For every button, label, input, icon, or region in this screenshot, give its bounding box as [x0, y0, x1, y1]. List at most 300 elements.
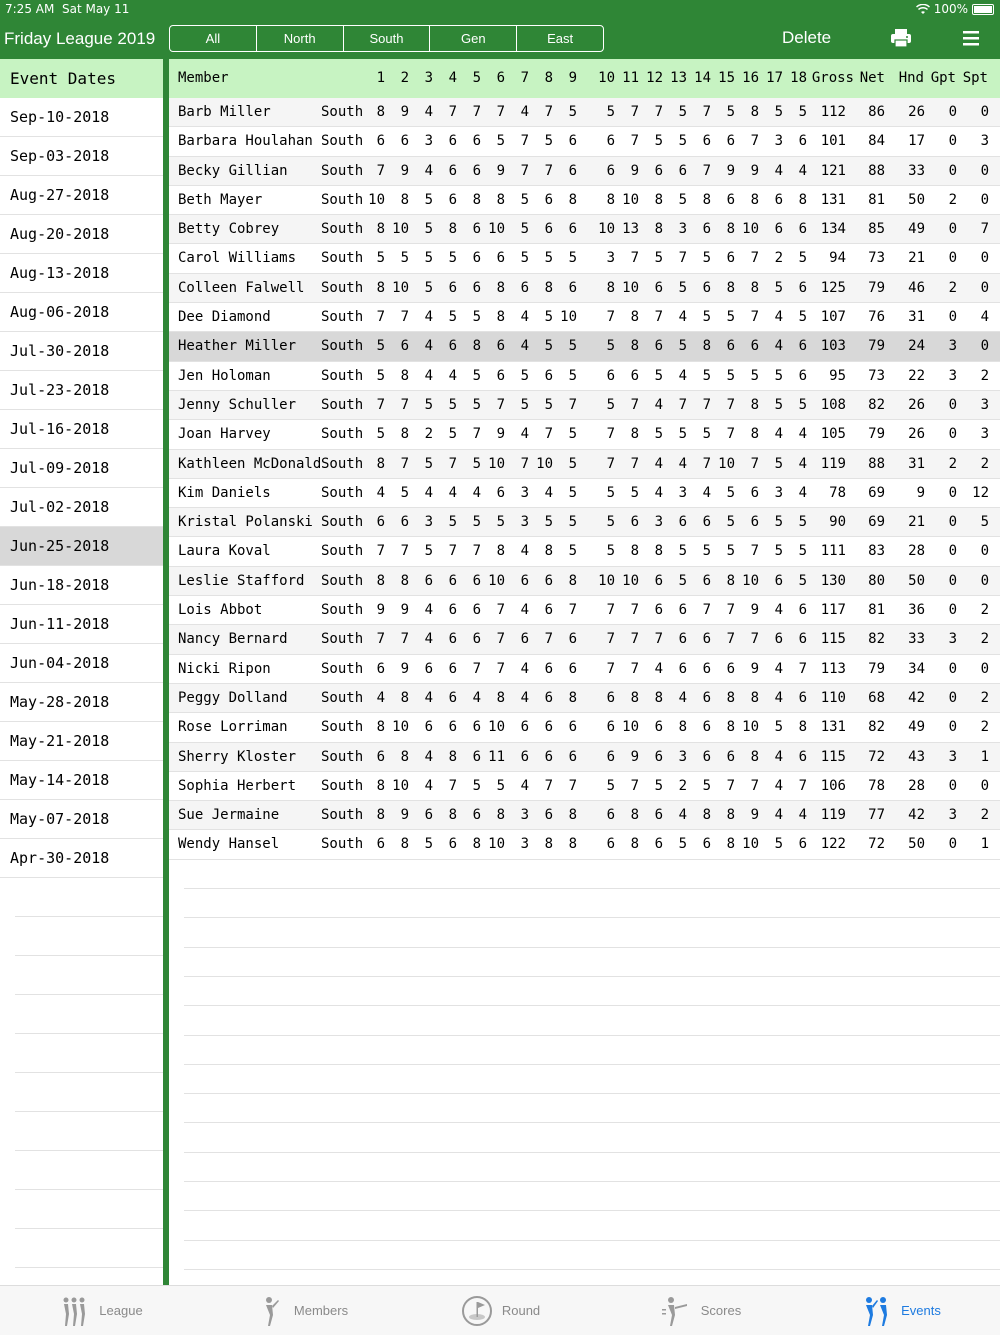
hole-score: 6: [798, 748, 807, 765]
hole-score: 5: [496, 777, 505, 794]
event-date-item[interactable]: Jul-09-2018: [0, 449, 163, 488]
hole-score: 8: [798, 191, 807, 208]
gpt-value: 0: [948, 133, 957, 150]
hole-score: 7: [606, 455, 615, 472]
hole-score: 7: [750, 309, 759, 326]
member-score-row[interactable]: [169, 537, 1000, 566]
spt-value: 0: [980, 660, 989, 677]
print-icon[interactable]: [890, 28, 912, 48]
hole-score: 8: [568, 807, 577, 824]
event-date-item[interactable]: Aug-13-2018: [0, 254, 163, 293]
hole-score: 13: [622, 221, 639, 238]
hole-score: 10: [368, 191, 385, 208]
hole-column-header: 13: [670, 70, 687, 86]
empty-date-row: [15, 956, 163, 995]
hole-score: 6: [568, 279, 577, 296]
hole-score: 8: [654, 221, 663, 238]
hnd-value: 33: [908, 162, 925, 179]
hole-score: 9: [400, 807, 409, 824]
hole-score: 8: [496, 279, 505, 296]
member-name: Jenny Schuller: [178, 396, 297, 413]
hole-score: 5: [678, 279, 687, 296]
member-score-row[interactable]: [169, 508, 1000, 537]
member-score-row[interactable]: [169, 625, 1000, 654]
hole-score: 8: [568, 191, 577, 208]
hole-score: 7: [606, 426, 615, 443]
hole-score: 5: [568, 426, 577, 443]
hole-score: 6: [798, 279, 807, 296]
member-score-row[interactable]: [169, 772, 1000, 801]
spt-value: 2: [980, 602, 989, 619]
hole-score: 7: [654, 309, 663, 326]
hole-score: 6: [798, 367, 807, 384]
hole-score: 9: [400, 602, 409, 619]
hole-score: 7: [630, 133, 639, 150]
hole-score: 5: [774, 396, 783, 413]
hole-score: 6: [568, 748, 577, 765]
hole-score: 5: [654, 133, 663, 150]
hnd-value: 50: [908, 572, 925, 589]
gross-value: 101: [820, 133, 846, 150]
net-value: 88: [868, 455, 885, 472]
hole-score: 5: [424, 250, 433, 267]
hole-score: 4: [448, 367, 457, 384]
hole-score: 6: [424, 719, 433, 736]
hole-score: 10: [742, 572, 759, 589]
member-name: Dee Diamond: [178, 309, 271, 326]
member-score-row[interactable]: [169, 98, 1000, 127]
hole-score: 6: [448, 133, 457, 150]
hole-score: 7: [750, 455, 759, 472]
hole-score: 5: [448, 514, 457, 531]
hole-score: 5: [750, 367, 759, 384]
hole-score: 6: [774, 221, 783, 238]
hole-score: 7: [606, 660, 615, 677]
hole-score: 5: [798, 104, 807, 120]
member-score-row[interactable]: [169, 157, 1000, 186]
hole-score: 6: [606, 748, 615, 765]
hole-score: 8: [630, 426, 639, 443]
event-date-item[interactable]: Apr-30-2018: [0, 839, 163, 878]
event-date-item[interactable]: May-14-2018: [0, 761, 163, 800]
hole-score: 7: [750, 250, 759, 267]
hole-score: 4: [702, 484, 711, 501]
net-value: 79: [868, 279, 885, 296]
hole-score: 9: [630, 748, 639, 765]
tab-league[interactable]: [0, 1286, 200, 1335]
member-flight: South: [321, 162, 364, 179]
hole-score: 8: [376, 455, 385, 472]
member-score-row[interactable]: [169, 303, 1000, 332]
hole-score: 6: [678, 602, 687, 619]
hole-score: 6: [472, 250, 481, 267]
tab-label: Members: [293, 1303, 349, 1318]
hole-score: 5: [678, 104, 687, 120]
member-flight: South: [321, 719, 364, 736]
hole-score: 8: [750, 279, 759, 296]
net-value: 72: [868, 836, 885, 853]
hnd-value: 26: [908, 426, 925, 443]
hole-score: 4: [774, 748, 783, 765]
segment-south[interactable]: South: [344, 26, 431, 51]
member-score-row[interactable]: [169, 567, 1000, 596]
member-flight: South: [321, 543, 364, 560]
hole-column-header: 18: [790, 70, 807, 86]
hole-score: 4: [798, 455, 807, 472]
gross-value: 106: [820, 777, 846, 794]
empty-date-row: [15, 878, 163, 917]
hole-score: 6: [472, 162, 481, 179]
gpt-value: 0: [948, 426, 957, 443]
hole-column-header: 7: [520, 70, 529, 86]
hole-score: 6: [568, 719, 577, 736]
member-name: Carol Williams: [178, 250, 297, 267]
hole-score: 8: [400, 426, 409, 443]
member-name: Sophia Herbert: [178, 777, 297, 794]
event-date-item[interactable]: May-07-2018: [0, 800, 163, 839]
hole-score: 7: [544, 777, 553, 794]
hole-score: 6: [726, 338, 735, 355]
hole-score: 4: [520, 602, 529, 619]
hole-score: 3: [654, 514, 663, 531]
hole-score: 6: [472, 221, 481, 238]
hole-score: 7: [630, 777, 639, 794]
hole-score: 7: [568, 777, 577, 794]
status-right: [916, 2, 994, 16]
member-score-row[interactable]: [169, 801, 1000, 830]
hole-score: 5: [568, 338, 577, 355]
hole-score: 8: [472, 191, 481, 208]
hole-score: 9: [496, 162, 505, 179]
member-name: Laura Koval: [178, 543, 271, 560]
hole-score: 5: [678, 836, 687, 853]
member-name: Becky Gillian: [178, 162, 288, 179]
segment-east[interactable]: East: [547, 31, 574, 46]
hole-score: 5: [376, 250, 385, 267]
spt-value: 3: [980, 133, 989, 150]
hole-score: 4: [520, 104, 529, 120]
hole-score: 8: [544, 543, 553, 560]
event-dates-list: [0, 98, 163, 1268]
wifi-icon: [916, 4, 930, 15]
menu-icon[interactable]: [962, 29, 980, 47]
member-score-row[interactable]: [169, 362, 1000, 391]
league-icon: [57, 1295, 91, 1327]
hole-score: 4: [654, 484, 663, 501]
hnd-value: 21: [908, 514, 925, 531]
event-date-item[interactable]: Jun-25-2018: [0, 527, 163, 566]
hole-score: 9: [400, 162, 409, 179]
empty-table-row: [184, 948, 1000, 977]
hole-score: 2: [424, 426, 433, 443]
member-score-row[interactable]: [169, 186, 1000, 215]
net-value: 68: [868, 689, 885, 706]
hole-score: 5: [472, 455, 481, 472]
hole-score: 6: [654, 836, 663, 853]
spt-value: 0: [980, 777, 989, 794]
hole-score: 10: [598, 572, 615, 589]
member-score-row[interactable]: [169, 655, 1000, 684]
delete-button[interactable]: Delete: [782, 28, 832, 47]
hole-score: 5: [678, 338, 687, 355]
hole-score: 6: [424, 572, 433, 589]
event-date-item[interactable]: Jul-16-2018: [0, 410, 163, 449]
hole-score: 7: [400, 309, 409, 326]
gross-value: 111: [820, 543, 846, 560]
hole-score: 5: [376, 426, 385, 443]
hole-score: 6: [702, 133, 711, 150]
hole-score: 4: [520, 543, 529, 560]
member-score-row[interactable]: [169, 274, 1000, 303]
empty-table-row: [184, 1182, 1000, 1211]
member-score-row[interactable]: [169, 420, 1000, 449]
hole-score: 4: [774, 338, 783, 355]
hole-score: 4: [678, 367, 687, 384]
hole-score: 5: [424, 455, 433, 472]
hole-score: 8: [400, 191, 409, 208]
hole-score: 6: [376, 514, 385, 531]
member-flight: South: [321, 484, 364, 501]
net-value: 83: [868, 543, 885, 560]
hole-score: 6: [606, 367, 615, 384]
hole-score: 10: [392, 719, 409, 736]
gpt-value: 0: [948, 719, 957, 736]
hole-score: 6: [472, 133, 481, 150]
hole-column-header: 14: [694, 70, 711, 86]
member-flight: South: [321, 338, 364, 355]
hole-score: 7: [496, 602, 505, 619]
member-score-row[interactable]: [169, 391, 1000, 420]
hole-score: 5: [726, 309, 735, 326]
hole-score: 6: [472, 631, 481, 648]
hole-score: 4: [520, 689, 529, 706]
segment-gen[interactable]: Gen: [430, 26, 517, 51]
members-icon: [252, 1295, 286, 1327]
net-value: 81: [868, 602, 885, 619]
spt-value: 12: [972, 484, 989, 501]
hole-score: 5: [774, 836, 783, 853]
net-value: 85: [868, 221, 885, 238]
gpt-value: 3: [948, 807, 957, 824]
hole-score: 8: [496, 191, 505, 208]
hole-score: 7: [606, 309, 615, 326]
hole-score: 4: [376, 484, 385, 501]
hole-score: 7: [496, 396, 505, 413]
hnd-value: 33: [908, 631, 925, 648]
hole-score: 4: [448, 484, 457, 501]
gross-value: 78: [829, 484, 846, 501]
member-flight: South: [321, 602, 364, 619]
hole-score: 8: [544, 836, 553, 853]
member-score-row[interactable]: [169, 684, 1000, 713]
member-score-row[interactable]: [169, 479, 1000, 508]
hole-score: 5: [400, 484, 409, 501]
hole-score: 2: [678, 777, 687, 794]
hole-score: 6: [702, 279, 711, 296]
hole-score: 6: [798, 338, 807, 355]
member-score-row[interactable]: [169, 215, 1000, 244]
hole-score: 6: [472, 807, 481, 824]
hnd-value: 34: [908, 660, 925, 677]
event-date-item[interactable]: Jun-11-2018: [0, 605, 163, 644]
hole-score: 7: [726, 396, 735, 413]
time-text: 7:25 AM: [5, 2, 55, 16]
hole-score: 9: [750, 602, 759, 619]
hole-score: 6: [472, 748, 481, 765]
spt-value: 2: [980, 455, 989, 472]
hole-score: 8: [472, 338, 481, 355]
event-date-item[interactable]: Jul-30-2018: [0, 332, 163, 371]
gpt-value: 0: [948, 689, 957, 706]
net-column-header: Net: [859, 70, 885, 86]
hnd-value: 50: [908, 836, 925, 853]
hole-score: 6: [654, 602, 663, 619]
tab-members[interactable]: [200, 1286, 400, 1335]
member-flight: South: [321, 572, 364, 589]
event-date-item[interactable]: Sep-10-2018: [0, 98, 163, 137]
round-icon: [460, 1295, 494, 1327]
hole-score: 6: [606, 719, 615, 736]
gpt-value: 0: [948, 309, 957, 326]
hole-score: 7: [630, 602, 639, 619]
hnd-value: 50: [908, 191, 925, 208]
net-value: 79: [868, 660, 885, 677]
spt-value: 2: [980, 367, 989, 384]
tab-scores[interactable]: [600, 1286, 800, 1335]
member-score-row[interactable]: [169, 743, 1000, 772]
hole-score: 6: [448, 162, 457, 179]
member-score-row[interactable]: [169, 450, 1000, 479]
top-bar: [0, 0, 1000, 59]
hole-score: 9: [496, 426, 505, 443]
hole-score: 6: [472, 719, 481, 736]
empty-date-row: [15, 1190, 163, 1229]
event-date-item[interactable]: Jun-04-2018: [0, 644, 163, 683]
hole-score: 6: [544, 807, 553, 824]
member-flight: South: [321, 660, 364, 677]
event-date-item[interactable]: Jul-02-2018: [0, 488, 163, 527]
member-score-row[interactable]: [169, 713, 1000, 742]
hole-score: 7: [376, 396, 385, 413]
hole-score: 6: [630, 514, 639, 531]
event-date-item[interactable]: Aug-27-2018: [0, 176, 163, 215]
spt-value: 3: [980, 396, 989, 413]
hole-score: 5: [424, 543, 433, 560]
hnd-value: 42: [908, 807, 925, 824]
spt-value: 2: [980, 689, 989, 706]
hole-score: 5: [726, 104, 735, 120]
member-score-row[interactable]: [169, 332, 1000, 361]
segment-north[interactable]: North: [257, 26, 344, 51]
hole-score: 5: [544, 338, 553, 355]
hole-score: 8: [568, 572, 577, 589]
hole-score: 4: [424, 748, 433, 765]
event-date-item[interactable]: May-21-2018: [0, 722, 163, 761]
hole-score: 8: [400, 572, 409, 589]
hole-score: 5: [472, 309, 481, 326]
hole-score: 7: [630, 396, 639, 413]
net-value: 69: [868, 484, 885, 501]
event-date-item[interactable]: Sep-03-2018: [0, 137, 163, 176]
event-dates-header: Event Dates: [0, 59, 163, 98]
empty-table-row: [184, 918, 1000, 947]
hole-score: 7: [448, 543, 457, 560]
member-score-row[interactable]: [169, 244, 1000, 273]
hole-score: 8: [376, 104, 385, 120]
hnd-value: 43: [908, 748, 925, 765]
member-score-row[interactable]: [169, 596, 1000, 625]
member-name: Barbara Houlahan: [178, 133, 313, 150]
member-name: Beth Mayer: [178, 191, 263, 208]
hole-score: 6: [544, 221, 553, 238]
empty-date-row: [15, 995, 163, 1034]
member-name: Betty Cobrey: [178, 221, 280, 238]
scores-table: [169, 59, 1000, 1285]
hole-score: 9: [630, 162, 639, 179]
net-value: 79: [868, 426, 885, 443]
hole-score: 7: [630, 250, 639, 267]
member-name: Kristal Polanski: [178, 514, 313, 531]
hole-score: 8: [496, 689, 505, 706]
table-header: [169, 59, 1000, 98]
hole-score: 6: [774, 191, 783, 208]
spt-value: 2: [980, 719, 989, 736]
member-score-row[interactable]: [169, 127, 1000, 156]
hole-score: 5: [702, 309, 711, 326]
hole-score: 6: [496, 338, 505, 355]
event-date-item[interactable]: Aug-06-2018: [0, 293, 163, 332]
spt-value: 0: [980, 338, 989, 355]
hole-score: 8: [376, 279, 385, 296]
hole-score: 5: [678, 191, 687, 208]
hole-score: 5: [544, 396, 553, 413]
hole-score: 6: [544, 602, 553, 619]
spt-value: 5: [980, 514, 989, 531]
hole-score: 7: [654, 631, 663, 648]
segment-all[interactable]: All: [170, 26, 257, 51]
event-date-item[interactable]: Jul-23-2018: [0, 371, 163, 410]
hole-score: 6: [496, 484, 505, 501]
hole-score: 7: [496, 631, 505, 648]
hole-score: 4: [774, 689, 783, 706]
hole-score: 5: [774, 719, 783, 736]
hole-score: 6: [520, 748, 529, 765]
hole-score: 4: [774, 309, 783, 326]
gpt-value: 0: [948, 777, 957, 794]
net-value: 73: [868, 250, 885, 267]
hole-score: 7: [472, 543, 481, 560]
hole-score: 5: [472, 367, 481, 384]
gross-value: 108: [820, 396, 846, 413]
hole-score: 8: [750, 689, 759, 706]
hole-score: 6: [654, 807, 663, 824]
hole-score: 5: [798, 543, 807, 560]
hole-score: 6: [678, 162, 687, 179]
hole-score: 8: [376, 572, 385, 589]
tab-round[interactable]: [400, 1286, 600, 1335]
hnd-value: 31: [908, 309, 925, 326]
member-score-row[interactable]: [169, 830, 1000, 859]
event-date-item[interactable]: May-28-2018: [0, 683, 163, 722]
hole-score: 4: [520, 309, 529, 326]
tab-events[interactable]: [800, 1286, 1000, 1335]
hole-score: 6: [424, 660, 433, 677]
member-flight: South: [321, 807, 364, 824]
event-date-item[interactable]: Aug-20-2018: [0, 215, 163, 254]
event-date-item[interactable]: Jun-18-2018: [0, 566, 163, 605]
hole-score: 5: [520, 221, 529, 238]
hole-score: 5: [544, 250, 553, 267]
